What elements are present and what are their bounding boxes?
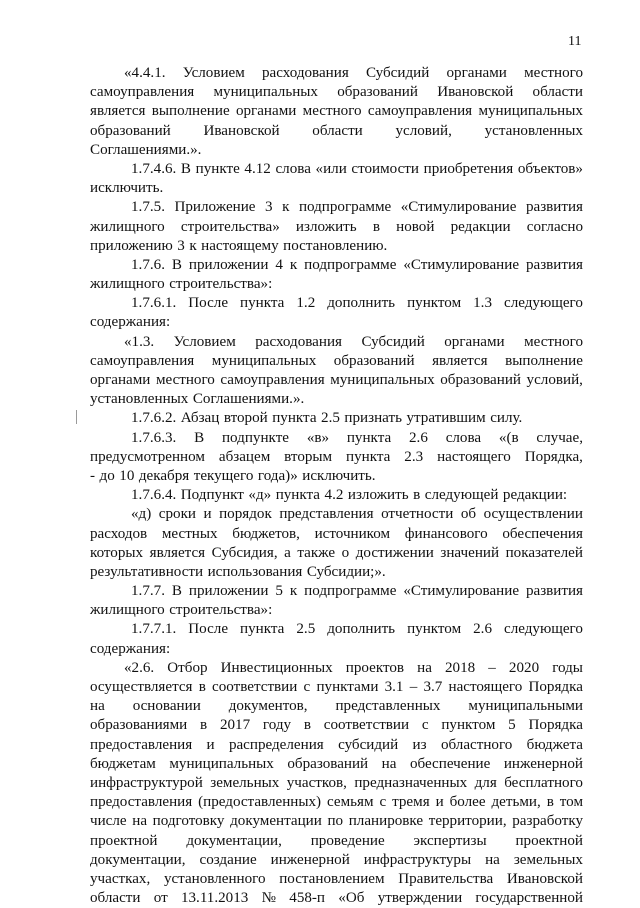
text-line: результативности использования Субсидии;». bbox=[90, 563, 386, 580]
text-line: области от 13.11.2013 № 458-п «Об утверждении государственной bbox=[90, 890, 583, 907]
text-line: участках, установленного постановлением Правительства Ивановской bbox=[90, 870, 583, 887]
text-line: документации, создание инженерной инфраструктуры на земельных bbox=[90, 851, 583, 868]
text-line: Соглашениями.». bbox=[90, 141, 202, 158]
text-line: инфраструктурой земельных участков, предназначенных для бесплатного bbox=[90, 774, 583, 791]
text-line: содержания: bbox=[90, 640, 171, 657]
text-line: которых является Субсидия, а также о достижении значений показателей bbox=[90, 544, 583, 561]
text-line: «1.3. Условием расходования Субсидий органами местного bbox=[124, 333, 583, 350]
text-line: органами местного самоуправления муниципальных образований условий, bbox=[90, 372, 583, 388]
text-line: приложению 3 к настоящему постановлению. bbox=[90, 237, 388, 254]
margin-mark bbox=[76, 410, 77, 424]
text-line: 1.7.6.2. Абзац второй пункта 2.5 признать утратившим силу. bbox=[131, 410, 523, 427]
text-line: самоуправления муниципальных образований является выполнение bbox=[90, 352, 583, 369]
text-line: жилищного строительства»: bbox=[90, 602, 273, 619]
text-line: 1.7.6.4. Подпункт «д» пункта 4.2 изложить в следующей редакции: bbox=[131, 487, 568, 504]
text-line: предоставления (предоставленных) семьям с тремя и более детьми, в том bbox=[90, 794, 583, 811]
text-line: является выполнение органами местного самоуправления муниципальных bbox=[90, 103, 583, 120]
text-line: «4.4.1. Условием расходования Субсидий органами местного bbox=[124, 65, 583, 81]
text-line: 1.7.6.1. После пункта 1.2 дополнить пунктом 1.3 следующего bbox=[131, 295, 583, 312]
text-line: числе на подготовку документации по планировке территории, разработку bbox=[90, 813, 583, 830]
text-line: «д) сроки и порядок представления отчетности об осуществлении bbox=[131, 506, 583, 523]
text-line: расходов местных бюджетов, источником финансового обеспечения bbox=[90, 525, 583, 542]
text-line: жилищного строительства»: bbox=[90, 276, 273, 293]
document-body bbox=[90, 64, 583, 908]
text-line: установленных Соглашениями.». bbox=[90, 391, 305, 408]
text-line: - до 10 декабря текущего года)» исключить. bbox=[90, 467, 376, 484]
text-line: 1.7.6.3. В подпункте «в» пункта 2.6 слова «(в случае, bbox=[131, 429, 583, 446]
text-line: проектной документации, проведение экспертизы проектной bbox=[90, 832, 583, 849]
text-line: образованиями в 2017 году в соответствии с пунктом 5 Порядка bbox=[90, 717, 583, 734]
text-line: 1.7.4.6. В пункте 4.12 слова «или стоимости приобретения объектов» bbox=[131, 160, 583, 177]
text-line: предоставления и распределения субсидий из областного бюджета bbox=[90, 736, 583, 753]
text-line: 1.7.6. В приложении 4 к подпрограмме «Стимулирование развития bbox=[131, 256, 583, 273]
text-line: 1.7.5. Приложение 3 к подпрограмме «Стимулирование развития bbox=[131, 199, 583, 216]
text-line: содержания: bbox=[90, 314, 171, 331]
text-line: образований Ивановской области условий, установленных bbox=[90, 122, 583, 139]
text-line: на основании документов, представленных муниципальными bbox=[90, 698, 583, 715]
text-line: «2.6. Отбор Инвестиционных проектов на 2018 – 2020 годы bbox=[124, 659, 583, 676]
text-line: исключить. bbox=[90, 180, 164, 197]
text-line: 1.7.7.1. После пункта 2.5 дополнить пунктом 2.6 следующего bbox=[131, 621, 583, 638]
text-line: самоуправления муниципальных образований Ивановской области bbox=[90, 84, 583, 101]
text-line: жилищного строительства» изложить в новой редакции согласно bbox=[90, 218, 583, 235]
text-line: предусмотренном абзацем вторым пункта 2.3 настоящего Порядка, bbox=[90, 448, 583, 465]
text-line: 1.7.7. В приложении 5 к подпрограмме «Стимулирование развития bbox=[131, 583, 583, 600]
page-number: 11 bbox=[568, 34, 582, 49]
text-line: бюджетам муниципальных образований на обеспечение инженерной bbox=[90, 755, 583, 772]
text-line: осуществляется в соответствии с пунктами 3.1 – 3.7 настоящего Порядка bbox=[90, 679, 583, 695]
